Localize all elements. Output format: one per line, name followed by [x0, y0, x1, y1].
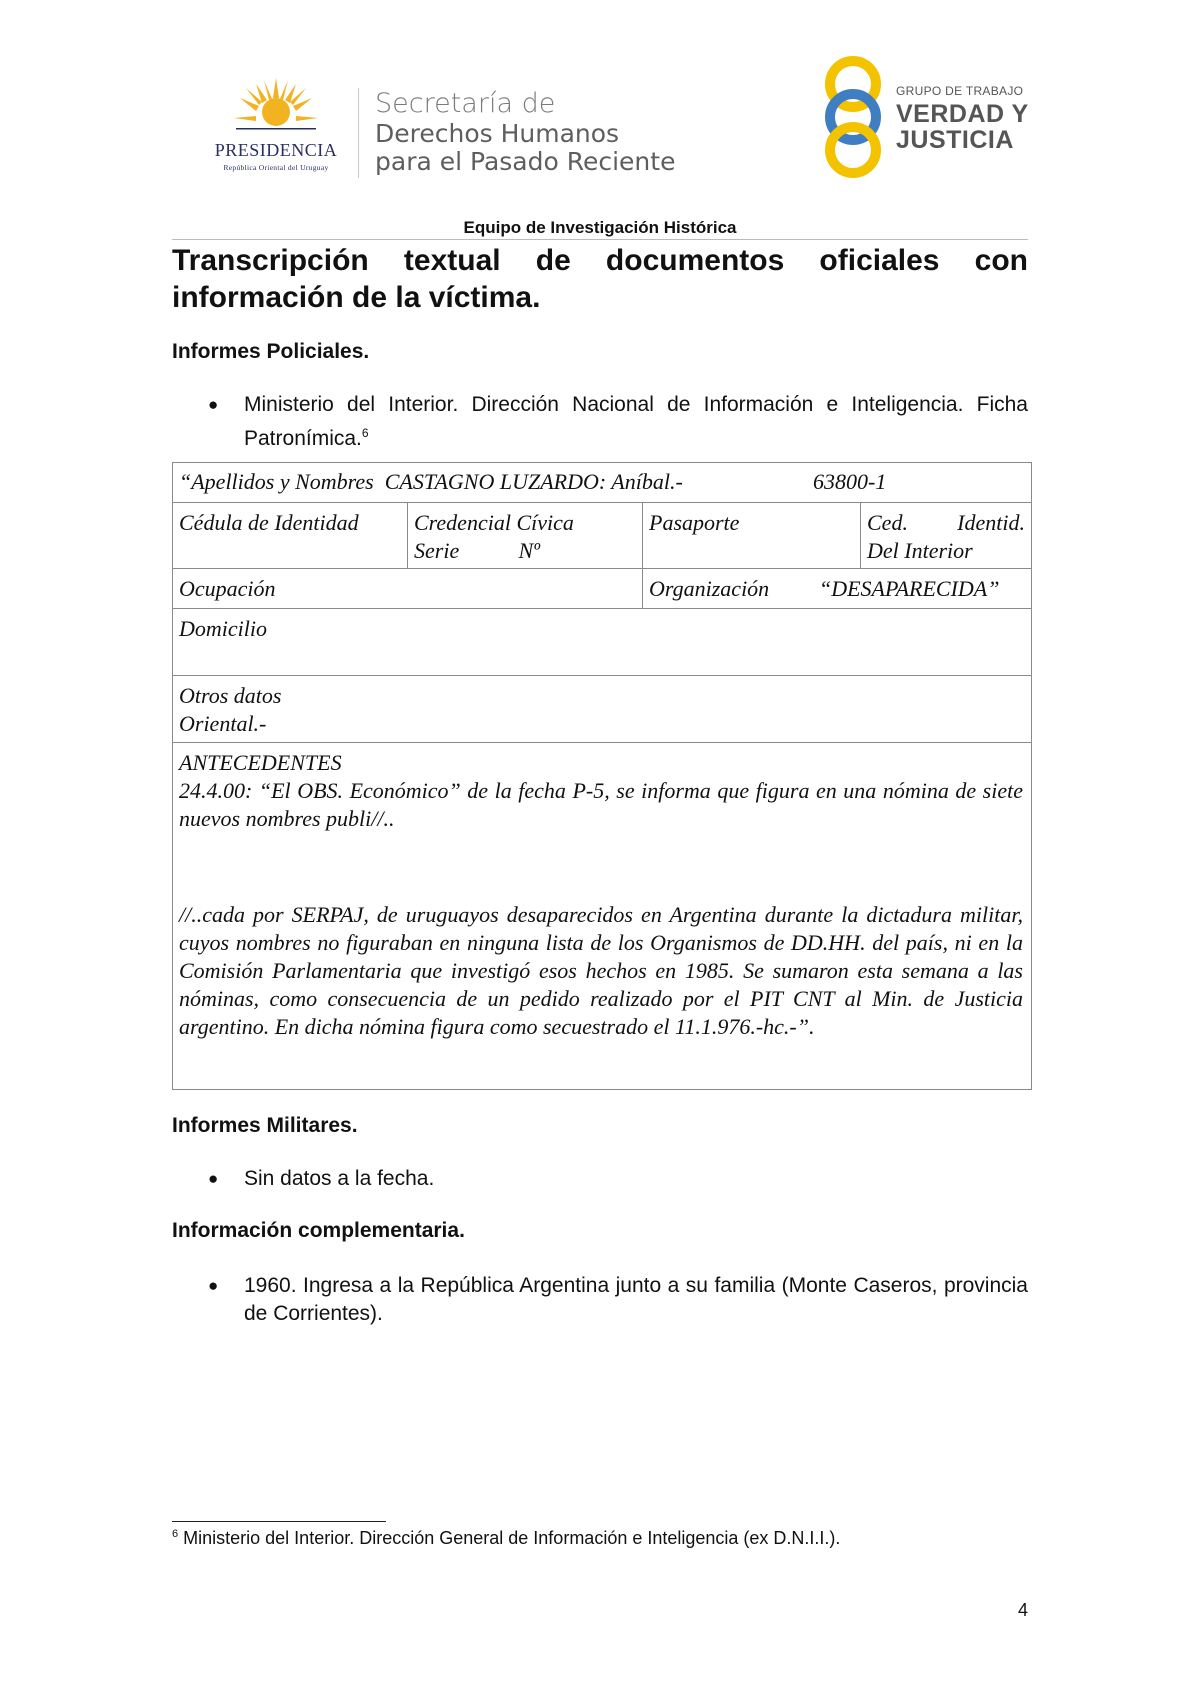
- police-bullet: [208, 391, 1028, 453]
- presidencia-subtitle: República Oriental del Uruguay: [223, 163, 329, 172]
- otros-label: Otros datos: [179, 683, 282, 708]
- police-bullet-text: Ministerio del Interior. Dirección Nacional de Información e Inteligencia. Ficha Patronímica.: [244, 393, 1028, 450]
- secretaria-line-3: para el Pasado Reciente: [375, 147, 676, 176]
- ocupacion-label: Ocupación: [179, 576, 276, 601]
- presidencia-logo: [196, 78, 356, 178]
- gtvj-title-line-2: JUSTICIA: [896, 126, 1014, 154]
- gtvj-small-text: GRUPO DE TRABAJO: [896, 84, 1024, 98]
- sun-emblem-icon: [234, 78, 318, 138]
- secretaria-line-1: Secretaría de: [375, 88, 556, 119]
- name-label: “Apellidos y Nombres: [179, 469, 374, 494]
- footnote: [172, 1528, 840, 1549]
- domicilio-label: Domicilio: [179, 616, 267, 641]
- page-title: Transcripción textual de documentos oficiales con información de la víctima.: [172, 244, 1028, 314]
- footnote-number: 6: [172, 1528, 179, 1540]
- bullet-dot-icon: ●: [208, 395, 219, 414]
- record-row-occupation: [173, 569, 1031, 609]
- bullet-dot-icon: ●: [208, 1169, 219, 1188]
- military-bullet-text: Sin datos a la fecha.: [244, 1167, 435, 1190]
- credencial-label: Credencial Cívica: [414, 510, 574, 535]
- otros-value: Oriental.-: [179, 711, 267, 736]
- header-rule: [172, 239, 1028, 240]
- numero-label: Nº: [518, 538, 540, 563]
- antecedentes-entry-2: //..cada por SERPAJ, de uruguayos desaparecidos en Argentina durante la dictadura militar, cuyos nombres no figuraban en ninguna lista de los Organismos de DD.HH. del país, ni en la Comisión Parlamentaria que investigó esos hechos en 1985. Se sumaron esta semana a las nóminas, como consecuencia de un pedido realizado por el PIT CNT al Min. de Justicia argentino. En dicha nómina figura como secuestrado el 11.1.976.-hc.-”.: [179, 902, 1023, 1039]
- gtvj-title-line-1: VERDAD Y: [896, 100, 1029, 128]
- footnote-ref[interactable]: 6: [361, 426, 369, 440]
- secretaria-line-2: Derechos Humanos: [375, 119, 620, 148]
- section-heading-military: Informes Militares.: [172, 1114, 358, 1137]
- antecedentes-entry-1: 24.4.00: “El OBS. Económico” de la fecha P-5, se informa que figura en una nómina de siete nuevos nombres publi//..: [179, 778, 1023, 831]
- cedula-label: Cédula de Identidad: [179, 510, 359, 535]
- gtvj-logo: [818, 54, 1028, 180]
- bullet-dot-icon: ●: [208, 1276, 219, 1295]
- interior-label: Del Interior: [867, 538, 973, 563]
- record-number: 63800-1: [813, 469, 887, 494]
- identid-label: Identid.: [957, 510, 1025, 535]
- organizacion-label: Organización: [649, 576, 770, 601]
- military-bullet: [208, 1165, 1028, 1193]
- record-table: [172, 462, 1032, 1090]
- record-row-antecedentes: [173, 743, 1031, 1089]
- serie-label: Serie: [414, 538, 460, 563]
- organizacion-value: “DESAPARECIDA”: [819, 576, 1000, 601]
- record-row-other: [173, 676, 1031, 743]
- ced-label: Ced.: [867, 510, 908, 535]
- section-heading-complementary: Información complementaria.: [172, 1219, 465, 1242]
- page-number: 4: [1017, 1600, 1028, 1620]
- linked-rings-icon: [818, 54, 888, 180]
- header-divider: [358, 88, 359, 178]
- secretaria-wordmark: [375, 88, 675, 176]
- record-row-address: [173, 609, 1031, 676]
- section-heading-police: Informes Policiales.: [172, 340, 370, 363]
- footnote-text: Ministerio del Interior. Dirección General de Información e Inteligencia (ex D.N.I.I.).: [183, 1528, 841, 1548]
- name-value: CASTAGNO LUZARDO: Aníbal.-: [384, 469, 683, 494]
- record-row-name: [173, 463, 1031, 503]
- complementary-bullet: [208, 1272, 1028, 1328]
- antecedentes-label: ANTECEDENTES: [179, 750, 342, 775]
- pasaporte-label: Pasaporte: [649, 510, 740, 535]
- footnote-rule: [172, 1521, 386, 1522]
- record-row-ids: [173, 503, 1031, 569]
- presidencia-wordmark: PRESIDENCIA: [214, 140, 338, 160]
- team-heading: Equipo de Investigación Histórica: [463, 218, 737, 237]
- complementary-bullet-text: 1960. Ingresa a la República Argentina junto a su familia (Monte Caseros, provincia de Corrientes).: [244, 1274, 1028, 1325]
